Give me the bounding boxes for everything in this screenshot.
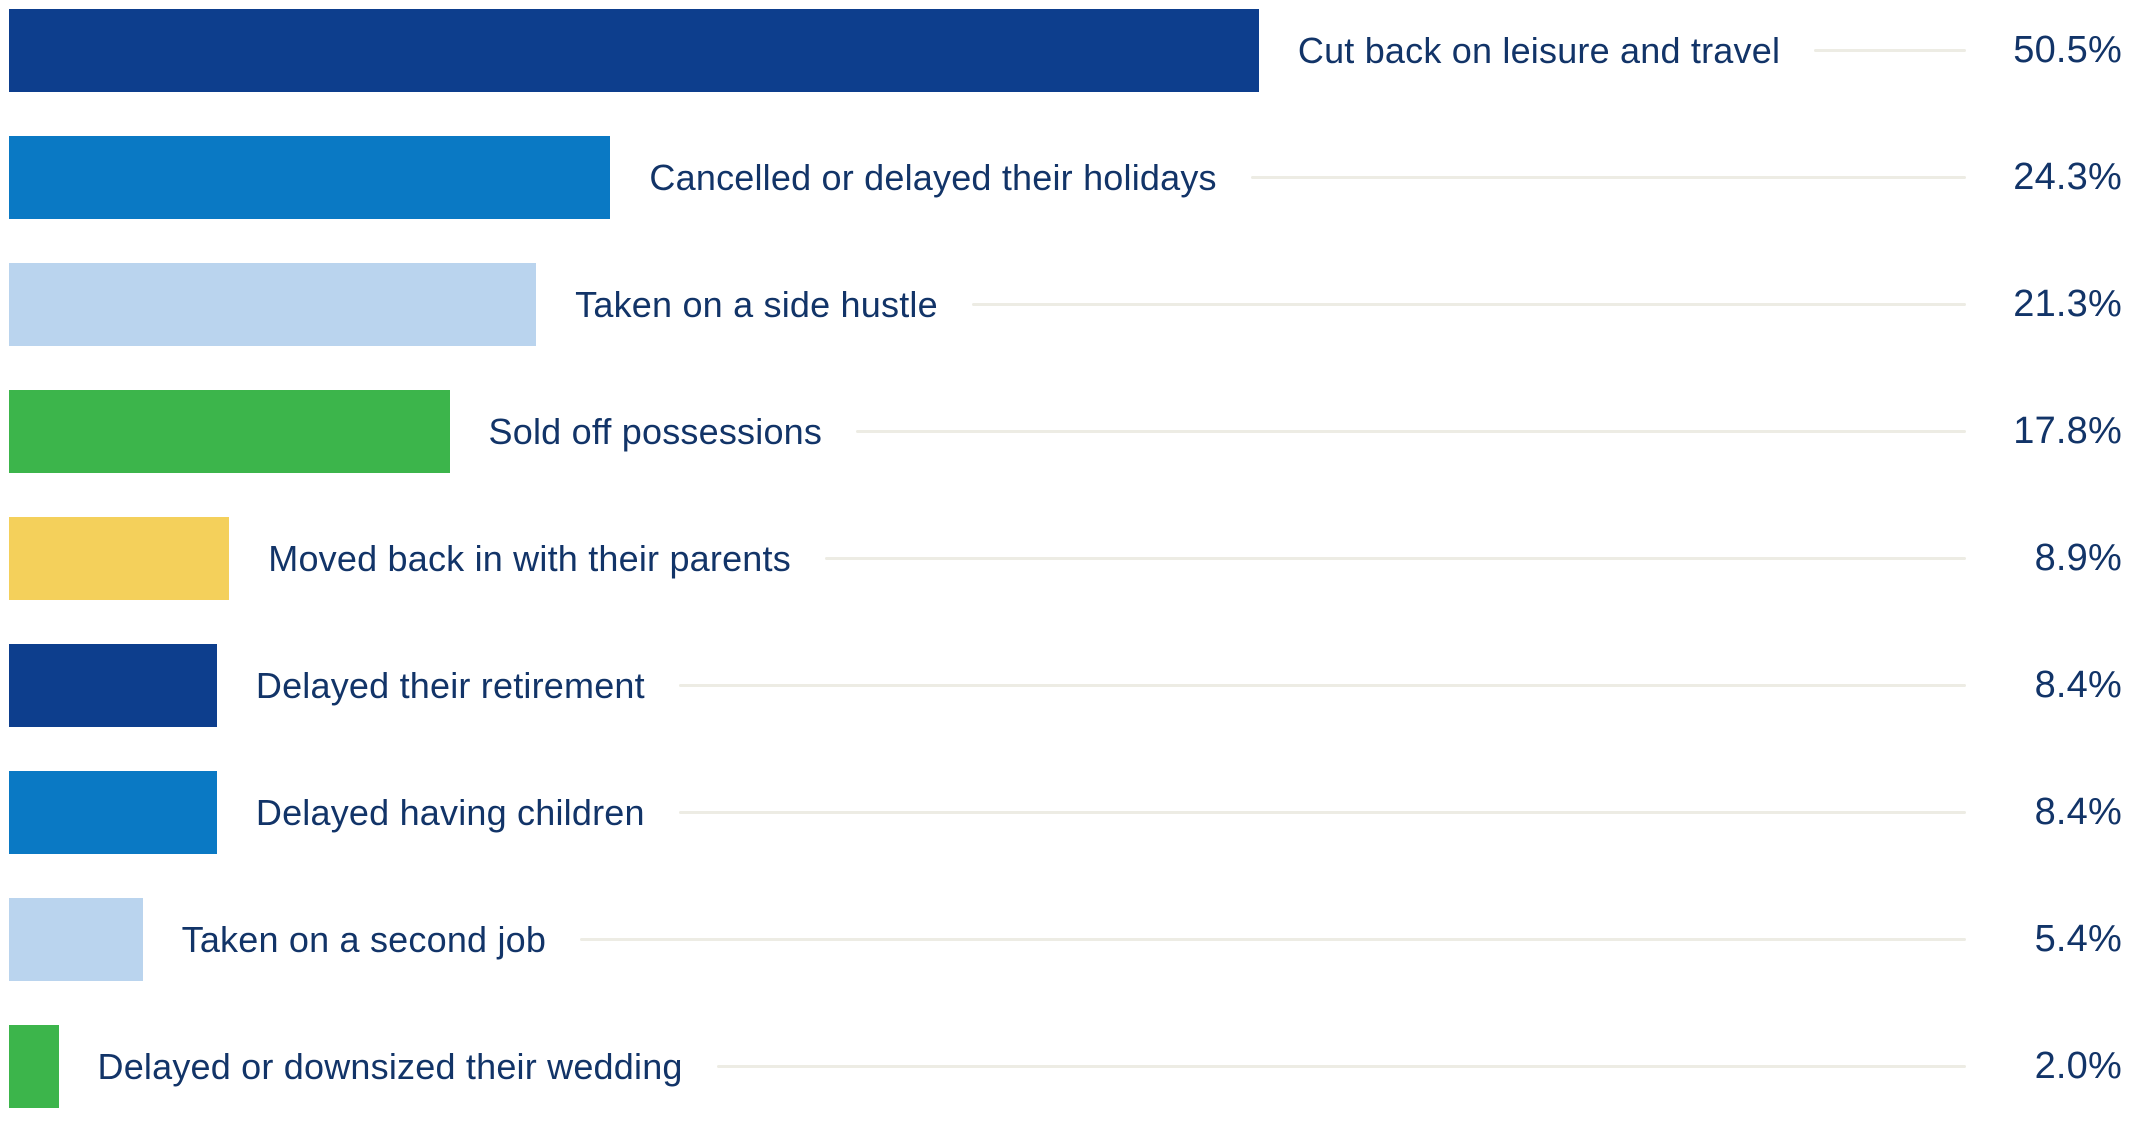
- bar-row: [9, 263, 2122, 346]
- bar: [9, 9, 1259, 92]
- bar-row: [9, 644, 2122, 727]
- bar-label: Taken on a side hustle: [575, 283, 938, 325]
- bar: [9, 136, 610, 219]
- bar-label: Delayed their retirement: [255, 664, 645, 706]
- bar-label: Delayed or downsized their wedding: [97, 1045, 683, 1087]
- bar-value: 17.8%: [2013, 410, 2122, 452]
- leader-line: [679, 811, 1966, 814]
- bar: [9, 771, 217, 854]
- bar-value: 21.3%: [2013, 283, 2122, 325]
- bar-value: 8.4%: [2034, 664, 2122, 706]
- bar-label: Taken on a second job: [181, 918, 547, 960]
- leader-line: [856, 430, 1966, 433]
- bar-value: 8.9%: [2034, 537, 2122, 579]
- bar-row: [9, 390, 2122, 473]
- bar-label: Moved back in with their parents: [268, 537, 791, 579]
- bar-row: [9, 771, 2122, 854]
- bar: [9, 517, 229, 600]
- bar: [9, 263, 536, 346]
- bar-row: [9, 1025, 2122, 1108]
- leader-line: [972, 303, 1966, 306]
- leader-line: [825, 557, 1966, 560]
- bar-label: Cancelled or delayed their holidays: [649, 156, 1217, 198]
- bar: [9, 898, 143, 981]
- bar-value: 50.5%: [2013, 29, 2122, 71]
- bar-row: [9, 9, 2122, 92]
- leader-line: [580, 938, 1966, 941]
- bar: [9, 644, 217, 727]
- bar-label: Cut back on leisure and travel: [1297, 29, 1781, 71]
- bar: [9, 390, 450, 473]
- bar: [9, 1025, 59, 1108]
- bar-label: Sold off possessions: [488, 410, 823, 452]
- bar-row: [9, 136, 2122, 219]
- leader-line: [1814, 49, 1966, 52]
- leader-line: [679, 684, 1966, 687]
- bar-label: Delayed having children: [255, 791, 645, 833]
- bar-value: 8.4%: [2034, 791, 2122, 833]
- leader-line: [1251, 176, 1966, 179]
- bar-row: [9, 898, 2122, 981]
- bar-value: 5.4%: [2034, 918, 2122, 960]
- bar-value: 2.0%: [2034, 1045, 2122, 1087]
- leader-line: [717, 1065, 1966, 1068]
- bar-row: [9, 517, 2122, 600]
- bar-value: 24.3%: [2013, 156, 2122, 198]
